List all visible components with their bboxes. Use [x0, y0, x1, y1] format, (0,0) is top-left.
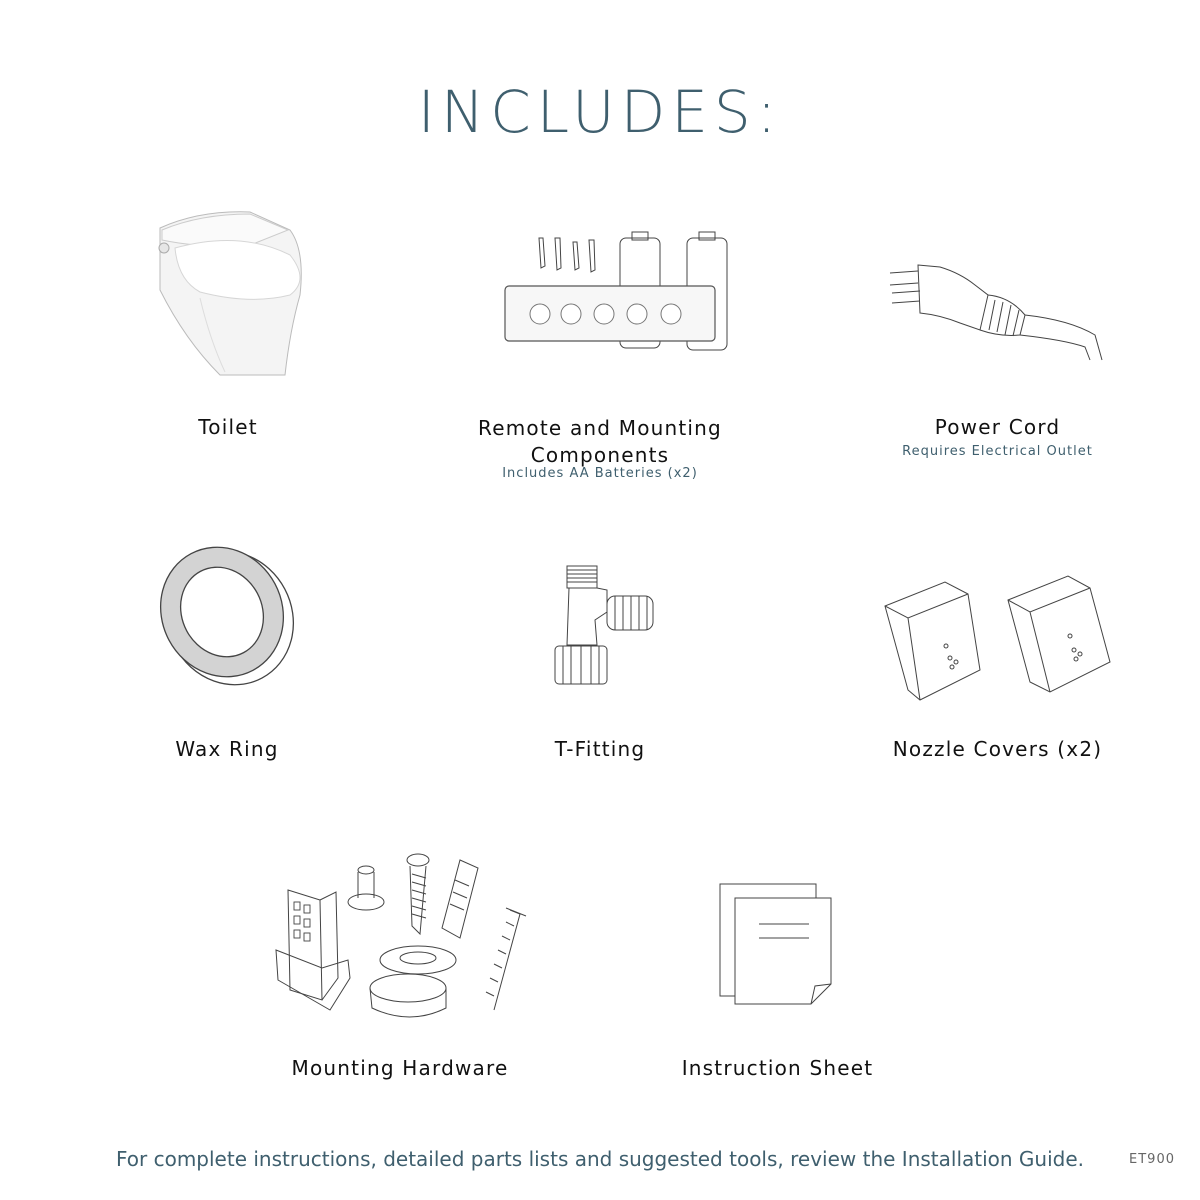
t-fitting-icon — [545, 560, 665, 690]
instruction-sheet-icon — [715, 880, 840, 1010]
item-label: Power Cord — [934, 415, 1061, 439]
page-title: INCLUDES: — [417, 78, 783, 146]
item-label: Nozzle Covers (x2) — [892, 737, 1103, 761]
nozzle-cover-icon — [880, 570, 1115, 705]
remote-icon — [495, 228, 735, 358]
item-sublabel: Requires Electrical Outlet — [902, 444, 1093, 459]
item-label: Instruction Sheet — [681, 1056, 874, 1080]
item-label: Remote and Mounting Components — [478, 416, 722, 467]
wax-ring-icon — [150, 540, 300, 690]
item-label: Mounting Hardware — [291, 1056, 509, 1080]
toilet-icon — [140, 200, 320, 380]
item-sublabel: Includes AA Batteries (x2) — [502, 466, 698, 481]
model-code: ET900 — [1129, 1152, 1175, 1167]
footer-note: For complete instructions, detailed parts lists and suggested tools, review the Installation Guide. — [115, 1147, 1085, 1171]
mounting-hardware-icon — [270, 850, 535, 1020]
item-label: T-Fitting — [554, 737, 646, 761]
power-cord-icon — [880, 255, 1110, 365]
item-label: Wax Ring — [175, 737, 279, 761]
item-label: Toilet — [198, 415, 258, 439]
